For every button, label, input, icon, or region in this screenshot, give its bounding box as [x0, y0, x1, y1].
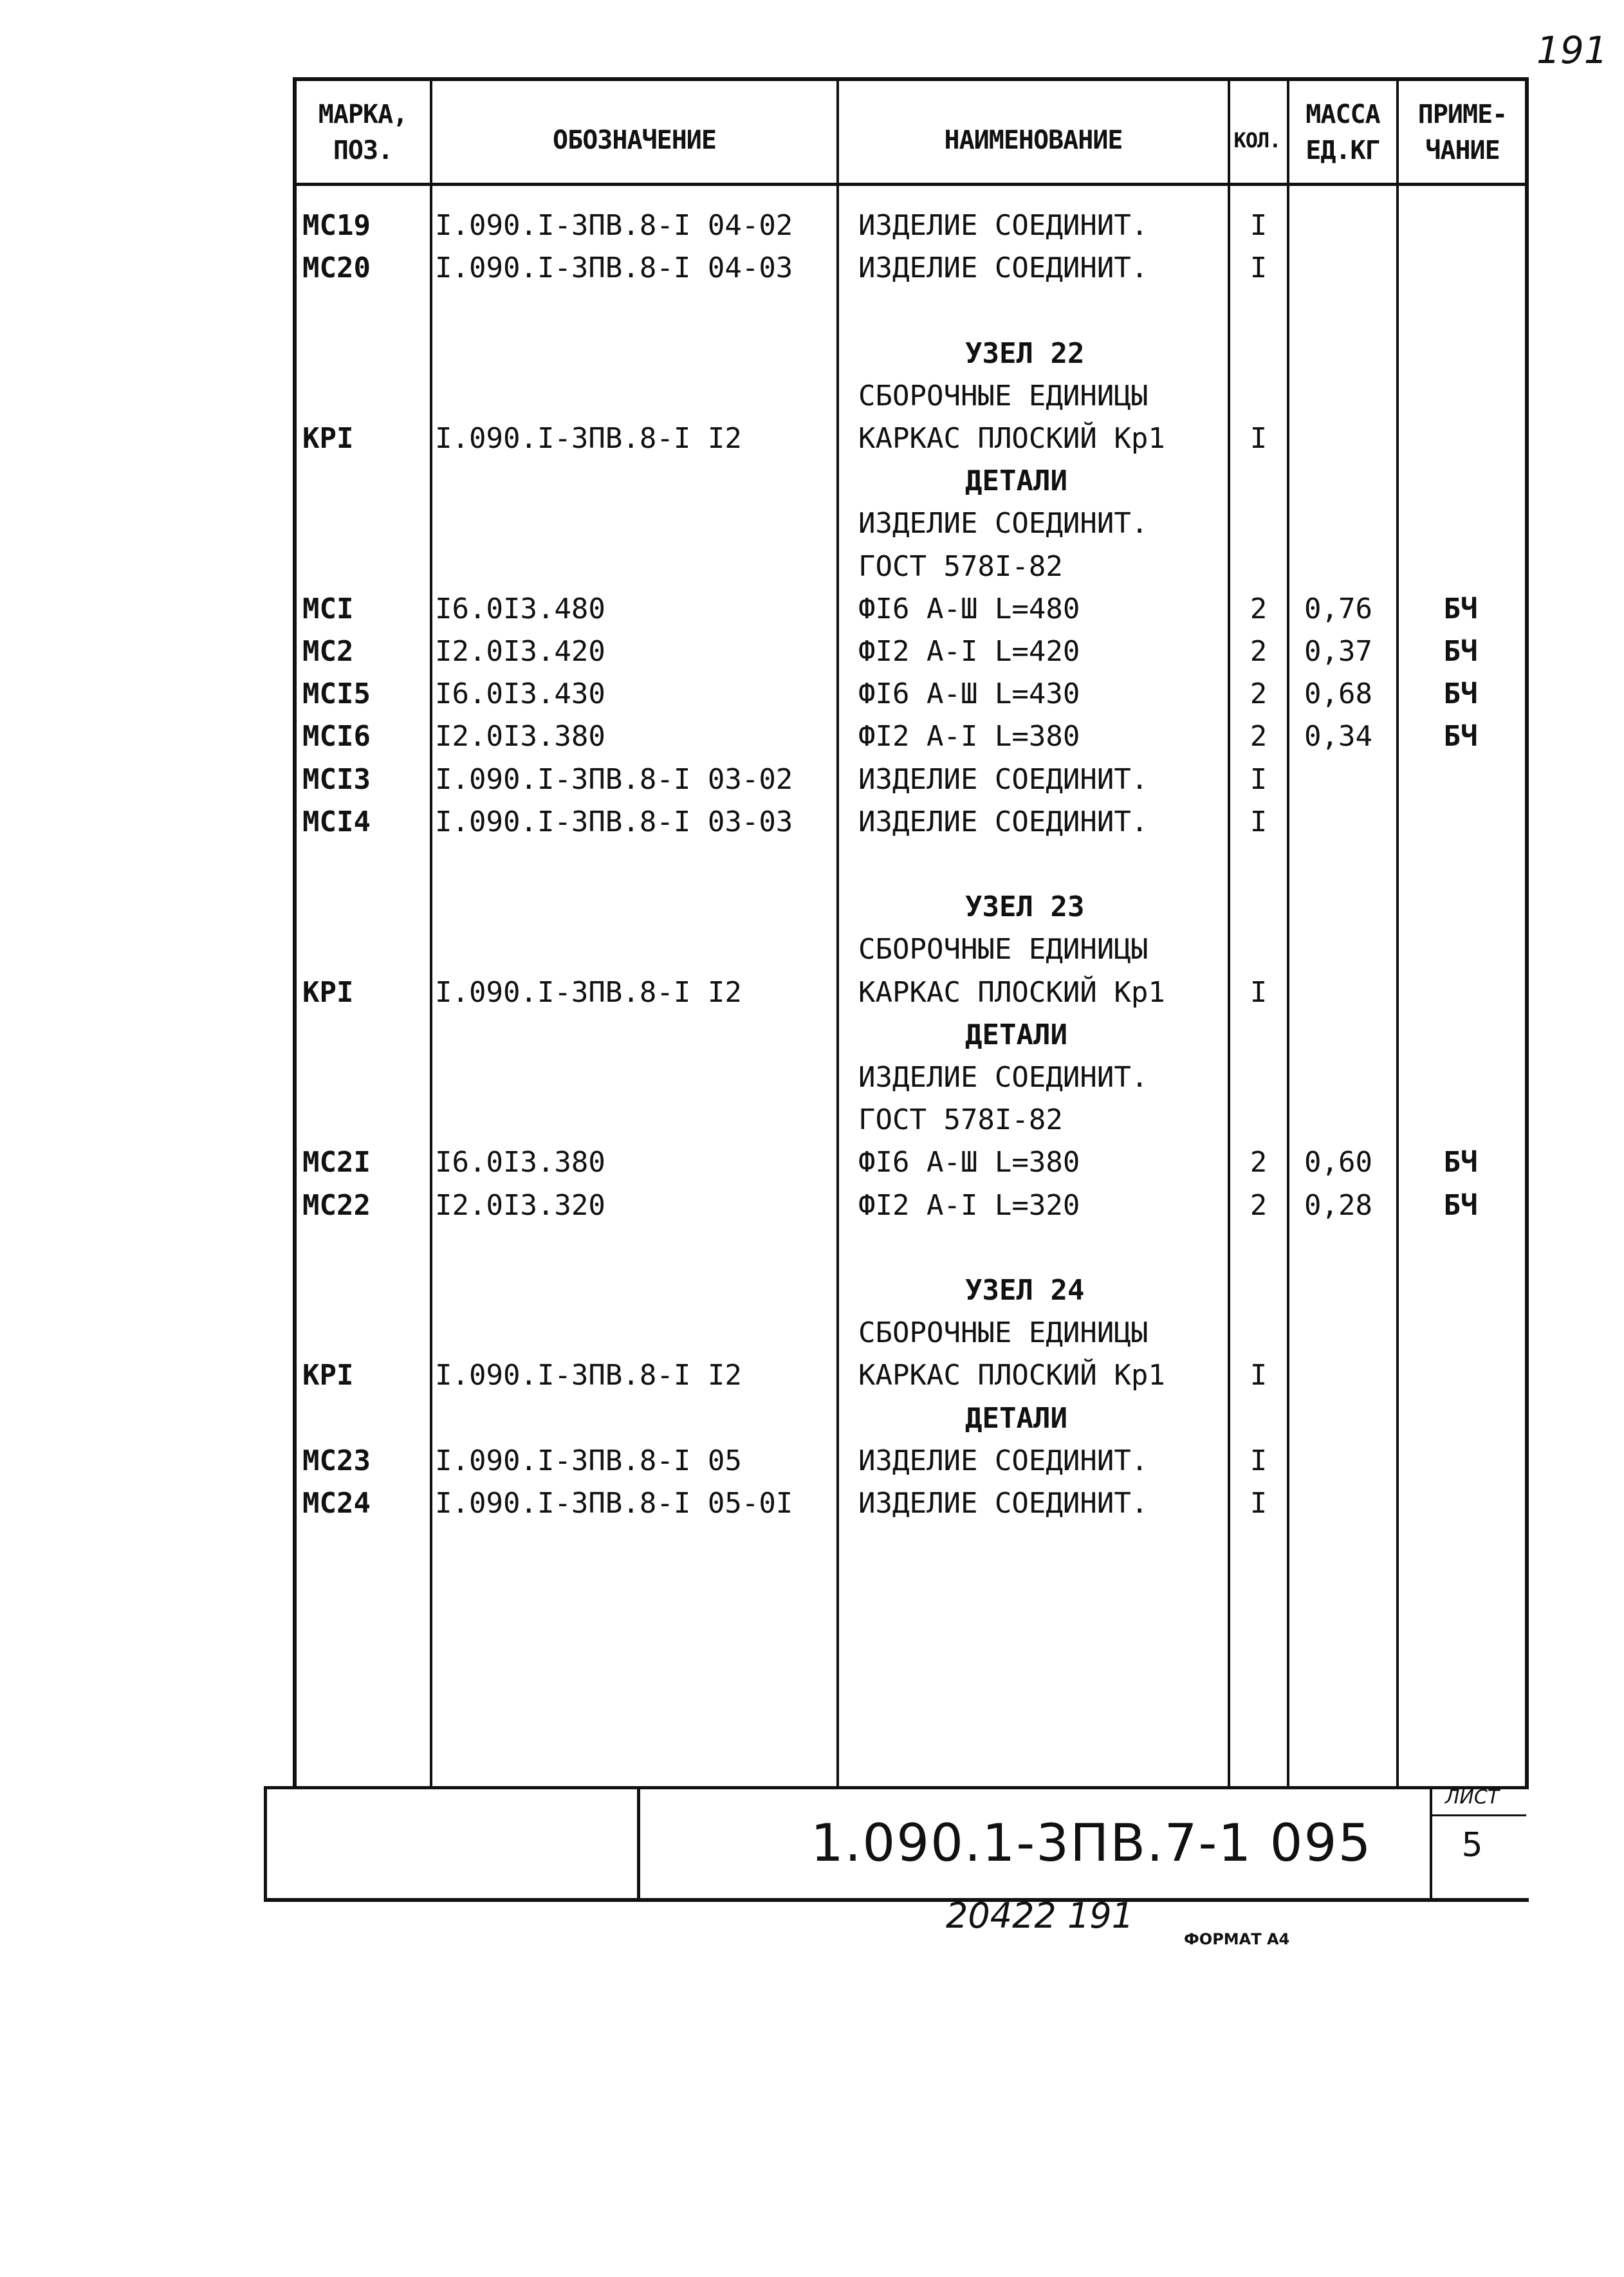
row-designation: I2.0I3.420: [435, 635, 605, 668]
table-row: [0, 1185, 1624, 1227]
row-kod: I: [1250, 209, 1268, 242]
row-note: БЧ: [1443, 720, 1478, 753]
row-name: СБОРОЧНЫЕ ЕДИНИЦЫ: [858, 933, 1149, 966]
row-name: ГОСТ 578I-82: [858, 549, 1063, 583]
row-note: БЧ: [1443, 1146, 1478, 1179]
page-number: 191: [1536, 28, 1608, 72]
row-designation: I.090.I-3ПВ.8-I 04-03: [435, 252, 793, 285]
row-pos: МСI4: [302, 805, 371, 838]
row-designation: I.090.I-3ПВ.8-I 03-03: [435, 805, 793, 838]
row-mass: 0,34: [1304, 720, 1372, 753]
table-row: [0, 375, 1624, 418]
row-designation: I.090.I-3ПВ.8-I I2: [435, 975, 742, 1009]
sheet-box-mid: [1430, 1814, 1526, 1816]
row-name: ФI6 А-Ш L=380: [858, 1146, 1080, 1179]
row-kod: 2: [1250, 1188, 1268, 1222]
row-name: ДЕТАЛИ: [965, 465, 1067, 498]
table-row: [0, 1312, 1624, 1354]
row-designation: I.090.I-3ПВ.8-I 05: [435, 1444, 742, 1477]
table-row: [0, 247, 1624, 290]
table-row: [0, 333, 1624, 375]
row-name: ИЗДЕЛИЕ СОЕДИНИТ.: [858, 1487, 1149, 1520]
row-name: ИЗДЕЛИЕ СОЕДИНИТ.: [858, 209, 1149, 242]
sheet-number: 5: [1461, 1826, 1483, 1865]
row-designation: I.090.I-3ПВ.8-I 03-02: [435, 762, 793, 796]
row-name: СБОРОЧНЫЕ ЕДИНИЦЫ: [858, 1316, 1149, 1350]
row-name: ФI2 А-I L=380: [858, 720, 1080, 753]
row-pos: КРI: [302, 422, 354, 455]
table-row: [0, 502, 1624, 545]
row-kod: I: [1250, 1359, 1268, 1392]
row-name: ИЗДЕЛИЕ СОЕДИНИТ.: [858, 805, 1149, 838]
table-top-border: [293, 77, 1528, 81]
row-pos: МС2: [302, 635, 354, 668]
row-pos: МСI3: [302, 762, 371, 796]
row-name: КАРКАС ПЛОСКИЙ Кр1: [858, 1359, 1165, 1392]
row-designation: I.090.I-3ПВ.8-I 04-02: [435, 209, 793, 242]
row-name: УЗЕЛ 22: [965, 336, 1085, 370]
row-pos: МС22: [302, 1188, 371, 1222]
row-name: ИЗДЕЛИЕ СОЕДИНИТ.: [858, 252, 1149, 285]
row-designation: I6.0I3.430: [435, 678, 605, 711]
table-row: [0, 673, 1624, 715]
table-row: [0, 928, 1624, 971]
row-kod: 2: [1250, 1146, 1268, 1179]
row-name: ИЗДЕЛИЕ СОЕДИНИТ.: [858, 1444, 1149, 1477]
row-name: ФI2 А-I L=420: [858, 635, 1080, 668]
row-designation: I.090.I-3ПВ.8-I I2: [435, 1359, 742, 1392]
row-mass: 0,37: [1304, 635, 1372, 668]
stamp-divider: [637, 1786, 640, 1902]
row-name: ДЕТАЛИ: [965, 1018, 1067, 1051]
table-row: [0, 1354, 1624, 1397]
row-pos: МС20: [302, 252, 371, 285]
row-kod: I: [1250, 1487, 1268, 1520]
row-pos: МС24: [302, 1487, 371, 1520]
stamp-bottom-border: [264, 1898, 1529, 1902]
row-mass: 0,28: [1304, 1188, 1372, 1222]
row-note: БЧ: [1443, 635, 1478, 668]
row-name: ФI6 А-Ш L=480: [858, 592, 1080, 625]
table-row: [0, 759, 1624, 801]
table-row: [0, 546, 1624, 588]
table-row: [0, 972, 1624, 1014]
header-designation: ОБОЗНАЧЕНИЕ: [553, 125, 716, 155]
row-pos: МСI: [302, 592, 354, 625]
header-note: ПРИМЕ-ЧАНИЕ: [1417, 100, 1508, 165]
table-row: [0, 886, 1624, 928]
table-row: [0, 418, 1624, 460]
header-pos: МАРКА, ПОЗ.: [318, 100, 408, 165]
table-row: [0, 1141, 1624, 1184]
row-kod: I: [1250, 762, 1268, 796]
table-row: [0, 205, 1624, 247]
sheet-box-left: [1430, 1786, 1432, 1899]
header-kod: КОЛ.: [1233, 128, 1281, 152]
table-row: [0, 801, 1624, 844]
table-row: [0, 844, 1624, 886]
stamp-left-border: [264, 1786, 267, 1902]
table-row: [0, 1397, 1624, 1440]
row-pos: МСI5: [302, 678, 371, 711]
row-kod: I: [1250, 252, 1268, 285]
table-row: [0, 1482, 1624, 1525]
row-name: ИЗДЕЛИЕ СОЕДИНИТ.: [858, 762, 1149, 796]
table-row: [0, 460, 1624, 502]
row-name: ФI2 А-I L=320: [858, 1188, 1080, 1222]
row-mass: 0,76: [1304, 592, 1372, 625]
row-note: БЧ: [1443, 1188, 1478, 1222]
row-name: КАРКАС ПЛОСКИЙ Кр1: [858, 975, 1165, 1009]
document-code: 1.090.1-3ПВ.7-1 095: [811, 1813, 1372, 1873]
row-pos: МСI6: [302, 720, 371, 753]
row-kod: 2: [1250, 720, 1268, 753]
table-row: [0, 1099, 1624, 1141]
row-kod: I: [1250, 975, 1268, 1009]
row-name: ГОСТ 578I-82: [858, 1103, 1063, 1137]
row-designation: I.090.I-3ПВ.8-I I2: [435, 422, 742, 455]
table-row: [0, 290, 1624, 332]
table-row: [0, 631, 1624, 673]
table-row: [0, 1056, 1624, 1099]
row-name: ИЗДЕЛИЕ СОЕДИНИТ.: [858, 1061, 1149, 1094]
row-kod: I: [1250, 422, 1268, 455]
row-pos: МС23: [302, 1444, 371, 1477]
table-row: [0, 1440, 1624, 1482]
row-designation: I6.0I3.480: [435, 592, 605, 625]
archive-number: 20422 191: [946, 1895, 1134, 1936]
table-row: [0, 1269, 1624, 1312]
row-pos: МС2I: [302, 1146, 371, 1179]
header-mass: МАССА ЕД.КГ: [1306, 100, 1380, 165]
row-kod: 2: [1250, 592, 1268, 625]
table-row: [0, 1227, 1624, 1269]
row-designation: I6.0I3.380: [435, 1146, 605, 1179]
row-kod: I: [1250, 1444, 1268, 1477]
table-row: [0, 715, 1624, 758]
row-kod: 2: [1250, 635, 1268, 668]
row-name: ФI6 А-Ш L=430: [858, 678, 1080, 711]
row-kod: I: [1250, 805, 1268, 838]
row-note: БЧ: [1443, 592, 1478, 625]
stamp-top-border: [264, 1786, 1529, 1789]
row-mass: 0,60: [1304, 1146, 1372, 1179]
table-row: [0, 588, 1624, 631]
row-name: КАРКАС ПЛОСКИЙ Кр1: [858, 422, 1165, 455]
sheet-label: ЛИСТ: [1444, 1786, 1500, 1809]
row-pos: МС19: [302, 209, 371, 242]
row-designation: I2.0I3.320: [435, 1188, 605, 1222]
row-pos: КРI: [302, 975, 354, 1009]
row-name: ИЗДЕЛИЕ СОЕДИНИТ.: [858, 507, 1149, 540]
row-name: ДЕТАЛИ: [965, 1401, 1067, 1435]
row-kod: 2: [1250, 678, 1268, 711]
header-name: НАИМЕНОВАНИЕ: [944, 125, 1123, 155]
table-row: [0, 1014, 1624, 1056]
format-label: ФОРМАТ А4: [1184, 1930, 1290, 1948]
row-pos: КРI: [302, 1359, 354, 1392]
row-name: УЗЕЛ 24: [965, 1274, 1085, 1307]
row-note: БЧ: [1443, 678, 1478, 711]
row-name: СБОРОЧНЫЕ ЕДИНИЦЫ: [858, 379, 1149, 412]
row-mass: 0,68: [1304, 678, 1372, 711]
row-designation: I.090.I-3ПВ.8-I 05-0I: [435, 1487, 793, 1520]
row-name: УЗЕЛ 23: [965, 890, 1085, 924]
header-bottom-border: [293, 183, 1528, 186]
row-designation: I2.0I3.380: [435, 720, 605, 753]
